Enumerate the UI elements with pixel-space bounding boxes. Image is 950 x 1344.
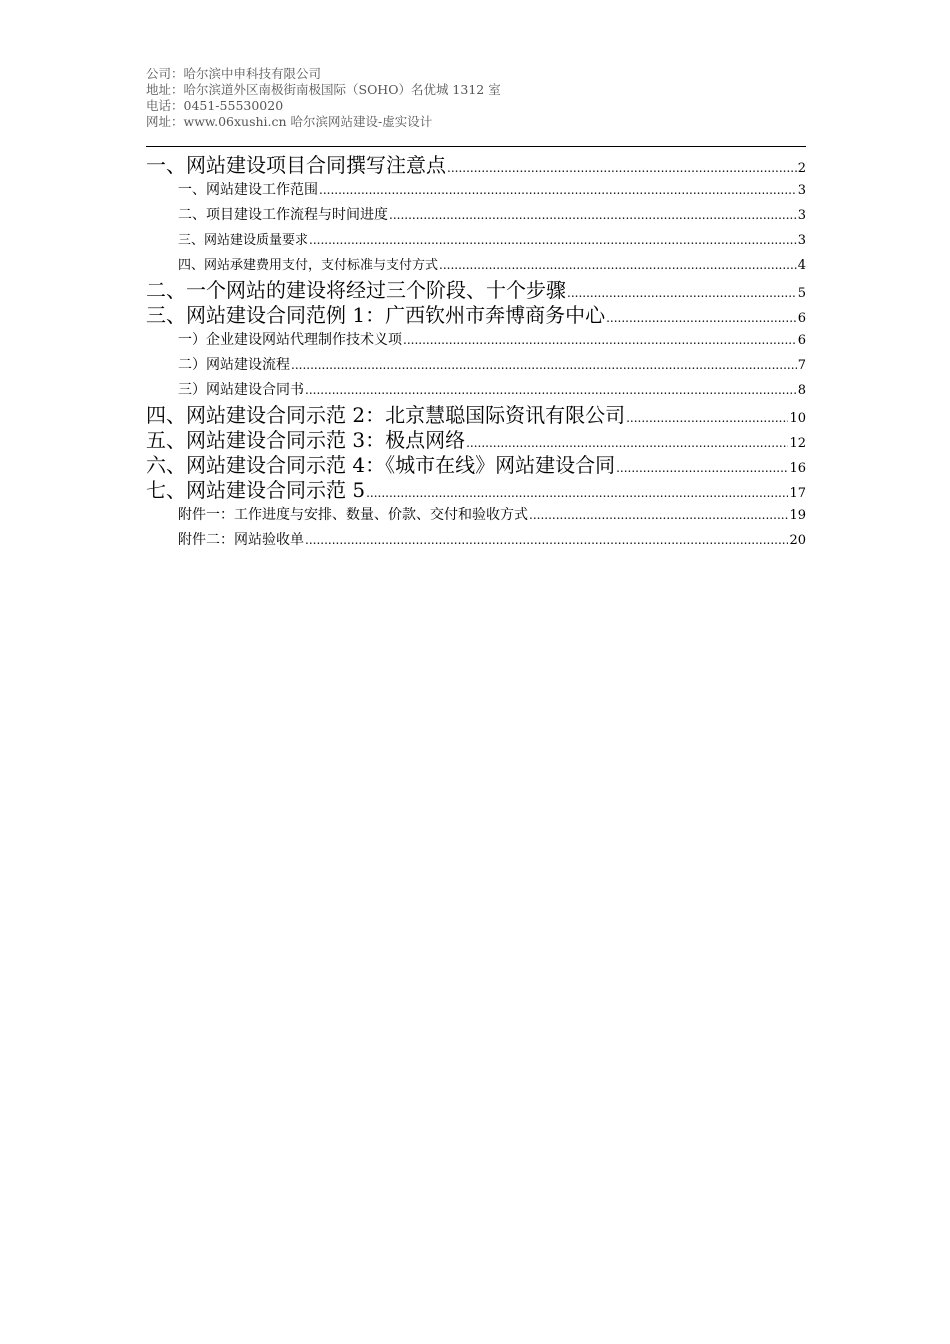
toc-entry-title: 三）网站建设合同书 bbox=[178, 382, 304, 398]
toc-entry[interactable] bbox=[146, 153, 806, 178]
toc-dot-leader bbox=[305, 528, 788, 553]
toc-entry-page: 20 bbox=[789, 533, 806, 548]
toc-entry[interactable] bbox=[146, 378, 806, 403]
toc-dot-leader bbox=[305, 378, 797, 403]
toc-entry-page: 19 bbox=[789, 508, 806, 523]
toc-entry-title: 一、网站建设工作范围 bbox=[178, 182, 318, 198]
company-line: 公司：哈尔滨中申科技有限公司 bbox=[146, 66, 322, 81]
toc-dot-leader bbox=[309, 228, 797, 253]
toc-entry-page: 3 bbox=[797, 183, 806, 198]
address-line: 地址：哈尔滨道外区南极街南极国际（SOHO）名优城 1312 室 bbox=[146, 82, 501, 97]
phone-line: 电话：0451-55530020 bbox=[146, 98, 284, 113]
toc-entry-page: 16 bbox=[789, 461, 806, 476]
toc-entry[interactable] bbox=[146, 478, 806, 503]
toc-entry-page: 4 bbox=[797, 258, 806, 273]
header-divider bbox=[146, 146, 806, 147]
toc-entry-title: 一）企业建设网站代理制作技术义项 bbox=[178, 332, 402, 348]
toc-entry-title: 二、项目建设工作流程与时间进度 bbox=[178, 207, 388, 223]
toc-entry[interactable] bbox=[146, 278, 806, 303]
toc-entry-page: 6 bbox=[797, 333, 806, 348]
toc-entry-page: 17 bbox=[789, 486, 806, 501]
toc-entry[interactable] bbox=[146, 403, 806, 428]
toc-entry-title: 二）网站建设流程 bbox=[178, 357, 290, 373]
toc-entry-title: 四、网站承建费用支付，支付标准与支付方式 bbox=[178, 258, 439, 273]
toc-entry-title: 附件一：工作进度与安排、数量、价款、交付和验收方式 bbox=[178, 507, 528, 523]
toc-entry-page: 7 bbox=[797, 358, 806, 373]
toc-entry[interactable] bbox=[146, 253, 806, 278]
toc-entry[interactable] bbox=[146, 328, 806, 353]
document-header bbox=[146, 66, 806, 130]
toc-entry-page: 10 bbox=[789, 411, 806, 426]
toc-entry[interactable] bbox=[146, 303, 806, 328]
toc-dot-leader bbox=[291, 353, 797, 378]
toc-entry[interactable] bbox=[146, 203, 806, 228]
toc-dot-leader bbox=[626, 406, 788, 431]
toc-entry-title: 三、网站建设质量要求 bbox=[178, 233, 309, 248]
toc-dot-leader bbox=[616, 456, 788, 481]
toc-entry-title: 附件二：网站验收单 bbox=[178, 532, 304, 548]
website-line: 网址：www.06xushi.cn 哈尔滨网站建设-虚实设计 bbox=[146, 114, 433, 129]
toc-entry-title: 一、网站建设项目合同撰写注意点 bbox=[146, 153, 446, 177]
toc-entry-title: 六、网站建设合同示范 4：《城市在线》网站建设合同 bbox=[146, 453, 616, 477]
toc-entry[interactable] bbox=[146, 353, 806, 378]
toc-entry-page: 12 bbox=[789, 436, 806, 451]
toc-entry-page: 8 bbox=[797, 383, 806, 398]
toc-entry-page: 6 bbox=[797, 311, 806, 326]
toc-entry[interactable] bbox=[146, 178, 806, 203]
toc-dot-leader bbox=[389, 203, 797, 228]
toc-entry[interactable] bbox=[146, 428, 806, 453]
toc-entry-title: 七、网站建设合同示范 5 bbox=[146, 478, 366, 502]
toc-entry-title: 四、网站建设合同示范 2：北京慧聪国际资讯有限公司 bbox=[146, 403, 626, 427]
toc-entry-page: 2 bbox=[797, 161, 806, 176]
toc-entry-title: 三、网站建设合同范例 1：广西钦州市奔博商务中心 bbox=[146, 303, 606, 327]
toc-entry-page: 3 bbox=[797, 233, 806, 248]
toc-entry[interactable] bbox=[146, 453, 806, 478]
toc-entry-title: 五、网站建设合同示范 3：极点网络 bbox=[146, 428, 466, 452]
toc-entry[interactable] bbox=[146, 228, 806, 253]
toc-dot-leader bbox=[529, 503, 788, 528]
toc-entry[interactable] bbox=[146, 503, 806, 528]
toc-dot-leader bbox=[439, 253, 797, 278]
toc-dot-leader bbox=[403, 328, 797, 353]
table-of-contents bbox=[146, 153, 806, 553]
toc-entry-title: 二、一个网站的建设将经过三个阶段、十个步骤 bbox=[146, 278, 566, 302]
toc-entry-page: 3 bbox=[797, 208, 806, 223]
toc-entry[interactable] bbox=[146, 528, 806, 553]
toc-entry-page: 5 bbox=[797, 286, 806, 301]
toc-dot-leader bbox=[319, 178, 797, 203]
